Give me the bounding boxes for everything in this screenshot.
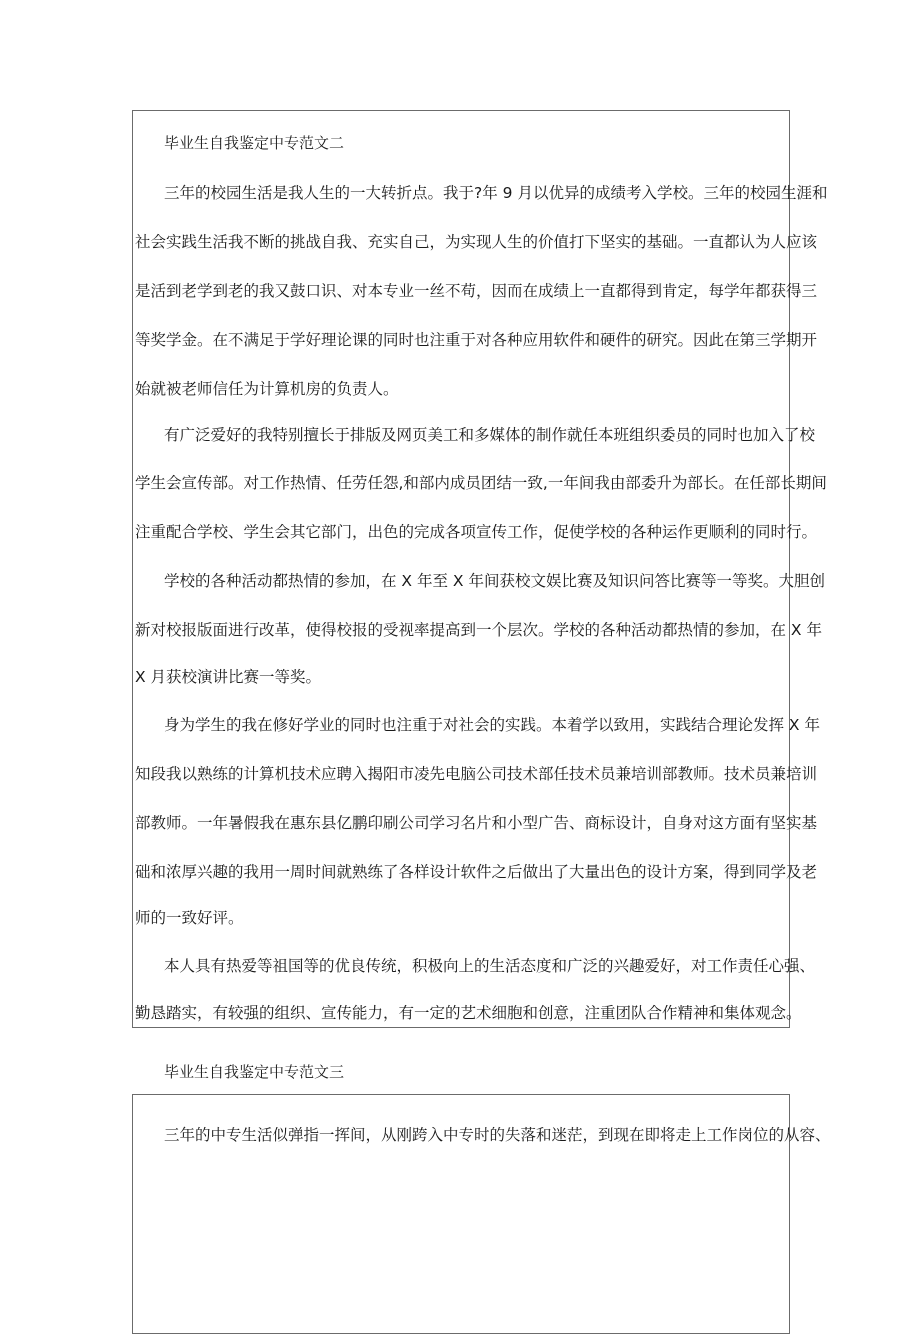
paragraph-line [0,666,920,688]
section-2-p1-line4: 等奖学金。在不满足于学好理论课的同时也注重于对各种应用软件和硬件的研究。因此在第三学期开 [135,331,818,349]
paragraph-line [0,714,920,736]
section-2-title: 毕业生自我鉴定中专范文二 [164,134,345,152]
section-2-p2-line1: 有广泛爱好的我特别擅长于排版及网页美工和多媒体的制作就任本班组织委员的同时也加入了校 [164,426,816,444]
section-2-p3-line3: X 月获校演讲比赛一等奖。 [135,668,322,686]
section-2-p4-line3: 部教师。一年暑假我在惠东县亿鹏印刷公司学习名片和小型广告、商标设计，自身对这方面有坚实基 [135,814,818,832]
paragraph-line [0,763,920,785]
section-3-title-line [0,1061,920,1083]
section-2-p3-line2: 新对校报版面进行改革，使得校报的受视率提高到一个层次。学校的各种活动都热情的参加，在 X 年 [135,621,822,639]
paragraph-line [0,472,920,494]
section-2-p4-line4: 础和浓厚兴趣的我用一周时间就熟练了各样设计软件之后做出了大量出色的设计方案，得到同学及老 [135,863,818,881]
section-2-p3-line1: 学校的各种活动都热情的参加，在 X 年至 X 年间获校文娱比赛及知识问答比赛等一等奖。大胆创 [164,572,825,590]
section-2-p2-line3: 注重配合学校、学生会其它部门，出色的完成各项宣传工作，促使学校的各种运作更顺利的同时行。 [135,523,818,541]
section-2-p2-line2: 学生会宣传部。对工作热情、任劳任怨,和部内成员团结一致,一年间我由部委升为部长。在任部长期间 [135,474,827,492]
section-2-p4-line2: 知段我以熟练的计算机技术应聘入揭阳市凌先电脑公司技术部任技术员兼培训部教师。技术员兼培训 [135,765,818,783]
section-2-p5-line1: 本人具有热爱等祖国等的优良传统，积极向上的生活态度和广泛的兴趣爱好，对工作责任心强、 [164,957,816,975]
paragraph-line [0,521,920,543]
paragraph-line [0,1124,920,1146]
paragraph-line [0,1002,920,1024]
section-2-p5-line2: 勤恳踏实，有较强的组织、宣传能力，有一定的艺术细胞和创意，注重团队合作精神和集体观念。 [135,1004,802,1022]
paragraph-line [0,329,920,351]
section-2-p4-line5: 师的一致好评。 [135,909,244,927]
paragraph-line [0,182,920,204]
section-2-p1-line3: 是活到老学到老的我又鼓口识、对本专业一丝不苟，因而在成绩上一直都得到肯定，每学年都获得三 [135,282,818,300]
section-3-title: 毕业生自我鉴定中专范文三 [164,1063,345,1081]
section-2-p1-line1: 三年的校园生活是我人生的一大转折点。我于?年 9 月以优异的成绩考入学校。三年的校园生涯和 [164,184,828,202]
paragraph-line [0,619,920,641]
section-2-p4-line1: 身为学生的我在修好学业的同时也注重于对社会的实践。本着学以致用，实践结合理论发挥 X 年 [164,716,820,734]
paragraph-line [0,861,920,883]
paragraph-line [0,907,920,929]
paragraph-line [0,955,920,977]
paragraph-line [0,231,920,253]
section-3-p1-line1: 三年的中专生活似弹指一挥间，从刚跨入中专时的失落和迷茫，到现在即将走上工作岗位的从容、 [164,1126,831,1144]
section-2-p1-line2: 社会实践生活我不断的挑战自我、充实自己，为实现人生的价值打下坚实的基础。一直都认为人应该 [135,233,818,251]
paragraph-line [0,280,920,302]
paragraph-line [0,812,920,834]
paragraph-line [0,378,920,400]
paragraph-line [0,570,920,592]
section-2-p1-line5: 始就被老师信任为计算机房的负责人。 [135,380,399,398]
section-2-title-line [0,132,920,154]
paragraph-line [0,424,920,446]
